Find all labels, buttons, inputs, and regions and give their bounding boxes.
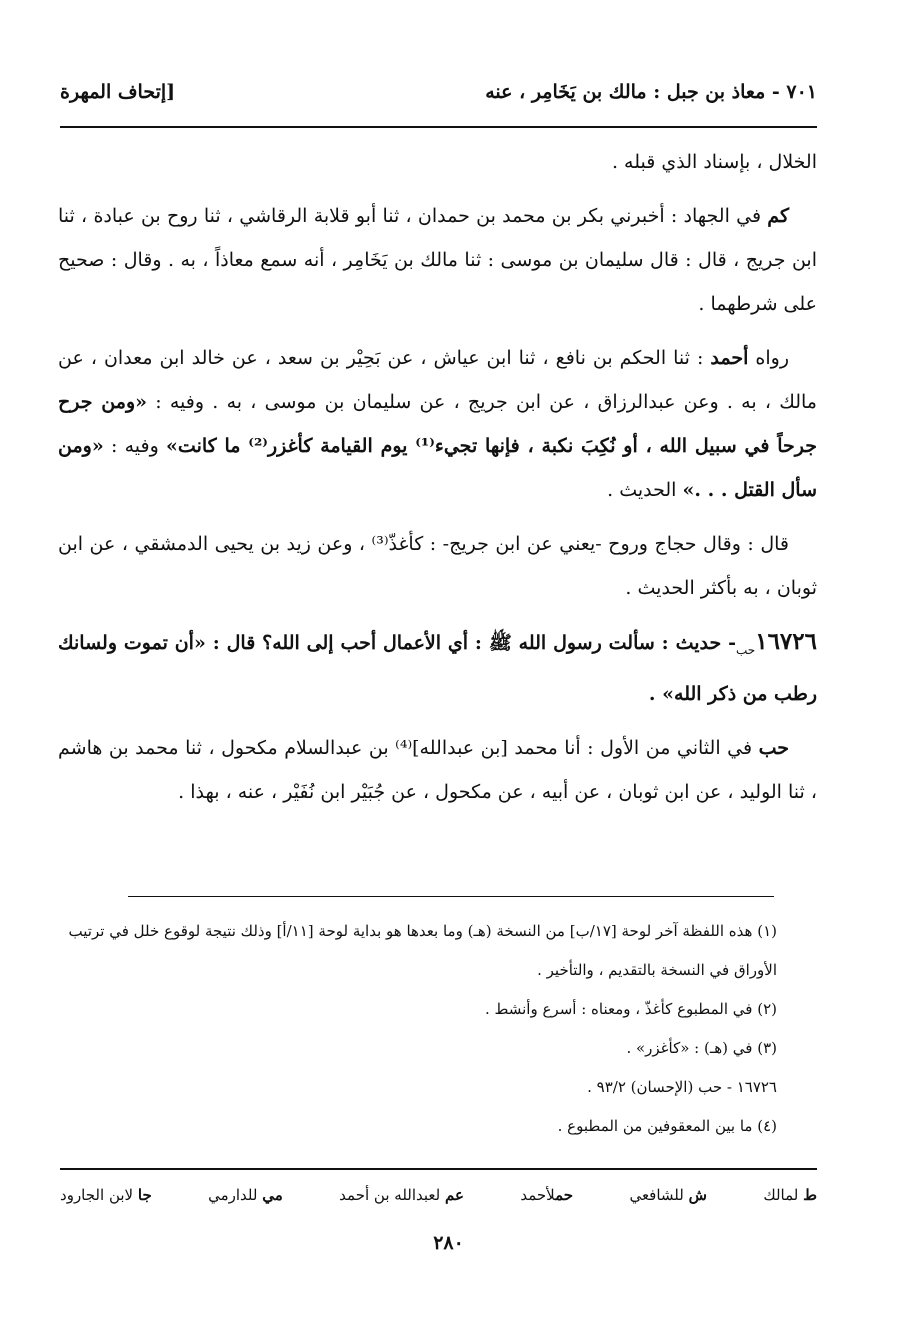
paragraph-1-text: الخلال ، بإسناد الذي قبله . bbox=[611, 151, 817, 173]
hadith-quote-1: «ومن جرح جرحاً في سبيل الله ، أو نُكِبَ نكبة ، فإنها تجيء⁽¹⁾ يوم القيامة كأغزر⁽²⁾ ما كانت» bbox=[58, 391, 817, 457]
footnote-2: (٢) في المطبوع كأغذّ ، ومعناه : أسرع وأنشط . bbox=[484, 1000, 777, 1018]
hadith-number: ١٦٧٢٦ bbox=[755, 628, 817, 655]
source-code-hibban: حب bbox=[758, 736, 789, 759]
source-code-kam: كم bbox=[767, 205, 789, 227]
header-book-title: [إتحاف المهرة bbox=[60, 81, 176, 103]
main-text bbox=[58, 140, 817, 824]
paragraph-4-text: قال : وقال حجاج وروح -يعني عن ابن جريج- : كأغذّ⁽³⁾ ، وعن زيد بن يحيى الدمشقي ، عن ابن ثوبان ، به بأكثر الحديث . bbox=[58, 533, 817, 599]
abbrev-label: للشافعي bbox=[629, 1186, 684, 1204]
paragraph-3-intro: رواه bbox=[748, 347, 789, 369]
paragraph-3-connector: وفيه : bbox=[103, 435, 167, 457]
abbrev-code: جا bbox=[137, 1186, 152, 1204]
abbrev-label: لعبدالله بن أحمد bbox=[339, 1186, 441, 1204]
narrator-ahmad: أحمد bbox=[710, 347, 749, 369]
paragraph-2 bbox=[58, 194, 817, 326]
paragraph-1 bbox=[58, 140, 817, 184]
abbrev-item bbox=[763, 1186, 817, 1204]
abbrev-label: لابن الجارود bbox=[60, 1186, 134, 1204]
footnote-4: (٤) ما بين المعقوفين من المطبوع . bbox=[557, 1117, 777, 1135]
paragraph-3-chain: : ثنا الحكم بن نافع ، ثنا ابن عياش ، عن بَحِيْر بن سعد ، عن خالد ابن معدان ، عن مالك ، به . وعن عبدالرزاق ، عن ابن جريج ، عن سليمان بن موسى ، به . وفيه : bbox=[58, 347, 817, 413]
footnotes bbox=[60, 912, 777, 1146]
abbrev-code: مي bbox=[262, 1186, 283, 1204]
footnote-3: (٣) في (هـ) : «كأغزر» . bbox=[626, 1039, 777, 1057]
hadith-text: - حديث : سألت رسول الله ﷺ : أي الأعمال أحب إلى الله؟ قال : «أن تموت ولسانك رطب من ذكر الله» . bbox=[58, 632, 817, 705]
hadith-entry-16726 bbox=[58, 620, 817, 716]
footnote-divider bbox=[128, 896, 774, 897]
page-number: ٢٨٠ bbox=[433, 1232, 464, 1254]
paragraph-6-text: في الثاني من الأول : أنا محمد [بن عبدالله]⁽⁴⁾ بن عبدالسلام مكحول ، ثنا محمد بن هاشم ، ثنا الوليد ، عن ابن ثوبان ، عن أبيه ، عن مكحول ، عن جُبَيْر ابن نُفَيْر ، عنه ، بهذا . bbox=[58, 736, 817, 803]
footnote-hadith-ref: ١٦٧٢٦ - حب (الإحسان) ٩٣/٢ . bbox=[587, 1078, 777, 1096]
running-header bbox=[60, 72, 817, 112]
abbrev-code: عم bbox=[445, 1186, 464, 1204]
abbrev-item bbox=[339, 1186, 464, 1204]
header-chapter-title: ٧٠١ - معاذ بن جبل : مالك بن يَخَامِر ، عنه bbox=[485, 81, 817, 103]
abbrev-code: ش bbox=[688, 1186, 707, 1204]
abbrev-code: ط bbox=[803, 1186, 817, 1204]
abbrev-label: لمالك bbox=[763, 1186, 799, 1204]
abbrev-item bbox=[629, 1186, 707, 1204]
abbrev-item bbox=[520, 1186, 573, 1204]
footnote-1: (١) هذه اللفظة آخر لوحة [١٧/ب] من النسخة (هـ) وما بعدها هو بداية لوحة [١١/أ] وذلك نتيجة لوقوع خلل في ترتيب الأوراق في النسخة بالتقديم ، والتأخير . bbox=[68, 922, 777, 979]
abbreviation-key bbox=[60, 1180, 817, 1210]
header-divider bbox=[60, 126, 817, 128]
paragraph-2-text: في الجهاد : أخبرني بكر بن محمد بن حمدان ، ثنا أبو قلابة الرقاشي ، ثنا روح بن عبادة ، ثنا ابن جريج ، قال : قال سليمان بن موسى : ثنا مالك بن يَخَامِر ، أنه سمع معاذاً ، به . وقال : صحيح على شرطهما . bbox=[58, 205, 817, 315]
abbreviation-divider bbox=[60, 1168, 817, 1170]
abbrev-code: حم bbox=[555, 1186, 574, 1204]
hadith-source-note: حب bbox=[736, 642, 756, 657]
abbrev-item bbox=[60, 1186, 152, 1204]
abbrev-label: للدارمي bbox=[208, 1186, 258, 1204]
paragraph-6 bbox=[58, 726, 817, 814]
abbrev-item bbox=[208, 1186, 283, 1204]
paragraph-3-end: الحديث . bbox=[607, 479, 683, 501]
abbrev-label: لأحمد bbox=[520, 1186, 556, 1204]
paragraph-4 bbox=[58, 522, 817, 610]
paragraph-3 bbox=[58, 336, 817, 512]
hadith-quote-2: «ومن سأل القتل . . .» bbox=[58, 435, 817, 501]
